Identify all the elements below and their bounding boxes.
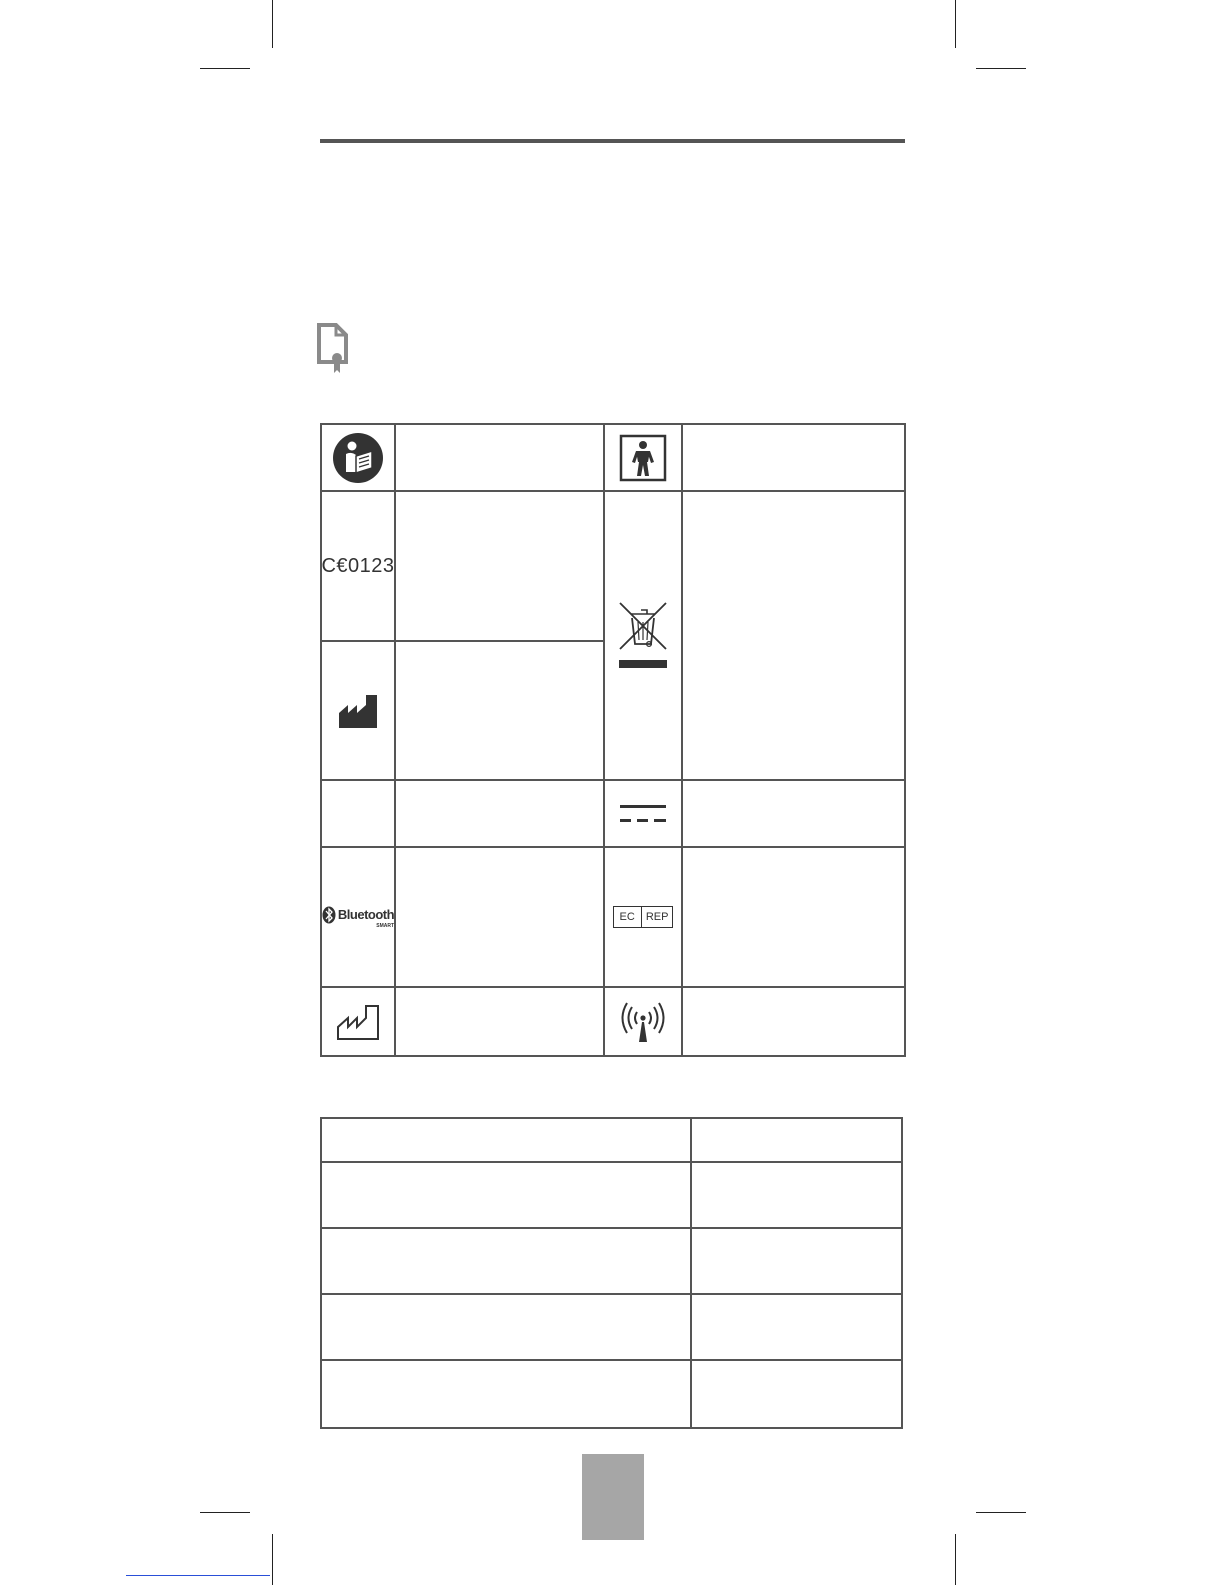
manufacturer-icon xyxy=(322,642,394,779)
table-divider xyxy=(322,1293,901,1295)
crop-mark xyxy=(955,0,956,48)
direct-current-icon xyxy=(605,781,681,846)
ec-rep-icon xyxy=(605,848,681,986)
table-divider xyxy=(394,425,396,1055)
section-heading-rule xyxy=(320,139,905,143)
ce-mark-icon xyxy=(322,492,394,640)
weee-crossed-bin-icon xyxy=(605,492,681,779)
crop-mark xyxy=(272,1534,273,1585)
date-of-manufacture-icon xyxy=(322,988,394,1055)
ec-rep-ec-label: EC xyxy=(614,907,642,927)
read-manual-icon xyxy=(322,425,394,490)
crop-mark xyxy=(976,1512,1026,1513)
non-ionizing-radiation-icon xyxy=(605,988,681,1055)
crop-mark xyxy=(272,0,273,48)
crop-mark xyxy=(955,1534,956,1585)
symbol-table xyxy=(320,423,906,1057)
bluetooth-smart-label: SMART xyxy=(376,922,395,929)
specification-table xyxy=(320,1117,903,1429)
table-divider xyxy=(681,425,683,1055)
ce-mark-label: C€0123 xyxy=(321,554,395,577)
bluetooth-logo-icon xyxy=(322,848,394,986)
table-divider xyxy=(690,1119,692,1427)
footer-link-underline[interactable] xyxy=(126,1575,270,1576)
page-number-tab xyxy=(582,1454,644,1540)
crop-mark xyxy=(200,1512,250,1513)
crop-mark xyxy=(200,68,250,69)
certificate-document-icon xyxy=(316,322,354,376)
bluetooth-wordmark: Bluetooth xyxy=(337,907,395,922)
crop-mark xyxy=(976,68,1026,69)
table-divider xyxy=(322,1359,901,1361)
table-divider xyxy=(322,1227,901,1229)
table-divider xyxy=(322,1161,901,1163)
ce-notified-body-number: 0123 xyxy=(348,554,395,577)
ec-rep-rep-label: REP xyxy=(645,911,669,923)
type-bf-applied-part-icon xyxy=(605,425,681,490)
